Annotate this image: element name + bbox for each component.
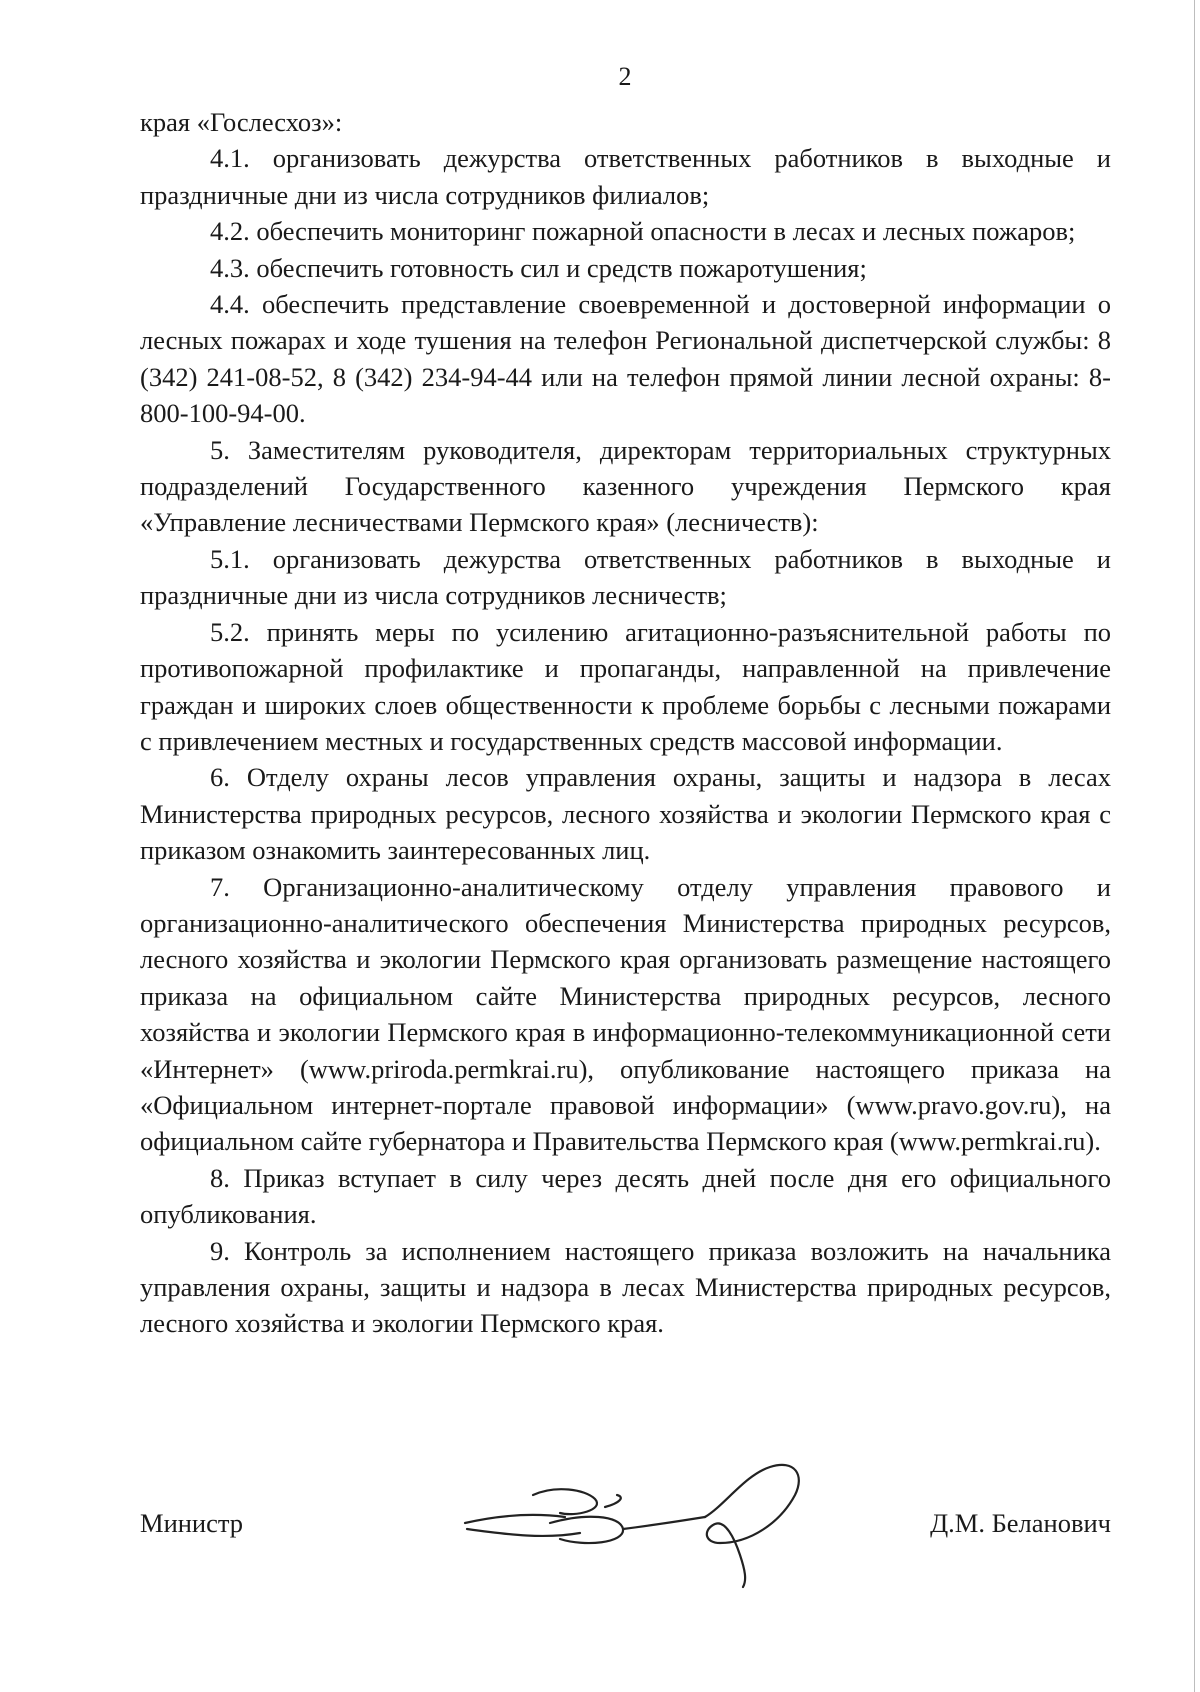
paragraph-continuation: края «Гослесхоз»: — [140, 107, 343, 137]
paragraph-7: 7. Организационно-аналитическому отделу управления правового и организационно-аналитического обеспечения Министерства природных ресурсов, лесного хозяйства и экологии Пермского края организовать размещение настоящего приказа на официальном сайте Министерства природных ресурсов, лесного хозяйства и экологии Пермского края в информационно-телекоммуникационной сети «Интернет» (www.priroda.permkrai.ru), опубликование настоящего приказа на «Официальном интернет-портале правовой информации» (www.pravo.gov.ru), на официальном сайте губернатора и Правительства Пермского края (www.permkrai.ru). — [140, 871, 1111, 1157]
paragraph-5: 5. Заместителям руководителя, директорам территориальных структурных подразделений Государственного казенного учреждения Пермского края «Управление лесничествами Пермского края» (лесничеств): — [140, 434, 1111, 538]
page-number: 2 — [618, 62, 632, 91]
paragraph-4-4: 4.4. обеспечить представление своевременной и достоверной информации о лесных пожарах и ходе тушения на телефон Региональной диспетчерской службы: 8 (342) 241-08-52, 8 (342) 234-94-44 или на телефон прямой линии лесной охраны: 8-800-100-94-00. — [140, 289, 1111, 429]
signatory-title: Министр — [140, 1508, 244, 1538]
paragraph-5-2: 5.2. принять меры по усилению агитационно-разъяснительной работы по противопожарной профилактике и пропаганды, направленной на привлечение граждан и широких слоев общественности к проблеме борьбы с лесными пожарами с привлечением местных и государственных средств массовой информации. — [140, 616, 1111, 756]
handwritten-signature — [455, 1455, 835, 1595]
paragraph-4-2: 4.2. обеспечить мониторинг пожарной опасности в лесах и лесных пожаров; — [210, 216, 1076, 247]
paragraph-4-3: 4.3. обеспечить готовность сил и средств пожаротушения; — [210, 252, 867, 283]
page-edge-line — [1194, 0, 1195, 1692]
document-body — [140, 104, 1111, 1342]
paragraph-5-1: 5.1. организовать дежурства ответственных работников в выходные и праздничные дни из числа сотрудников лесничеств; — [140, 543, 1111, 611]
paragraph-4-1: 4.1. организовать дежурства ответственных работников в выходные и праздничные дни из числа сотрудников филиалов; — [140, 143, 1111, 210]
paragraph-8: 8. Приказ вступает в силу через десять дней после дня его официального опубликования. — [140, 1162, 1111, 1230]
paragraph-6: 6. Отделу охраны лесов управления охраны, защиты и надзора в лесах Министерства природных ресурсов, лесного хозяйства и экологии Пермского края с приказом ознакомить заинтересованных лиц. — [140, 762, 1111, 866]
signatory-name: Д.М. Беланович — [930, 1508, 1111, 1538]
paragraph-9: 9. Контроль за исполнением настоящего приказа возложить на начальника управления охраны, защиты и надзора в лесах Министерства природных ресурсов, лесного хозяйства и экологии Пермского края. — [140, 1235, 1111, 1339]
